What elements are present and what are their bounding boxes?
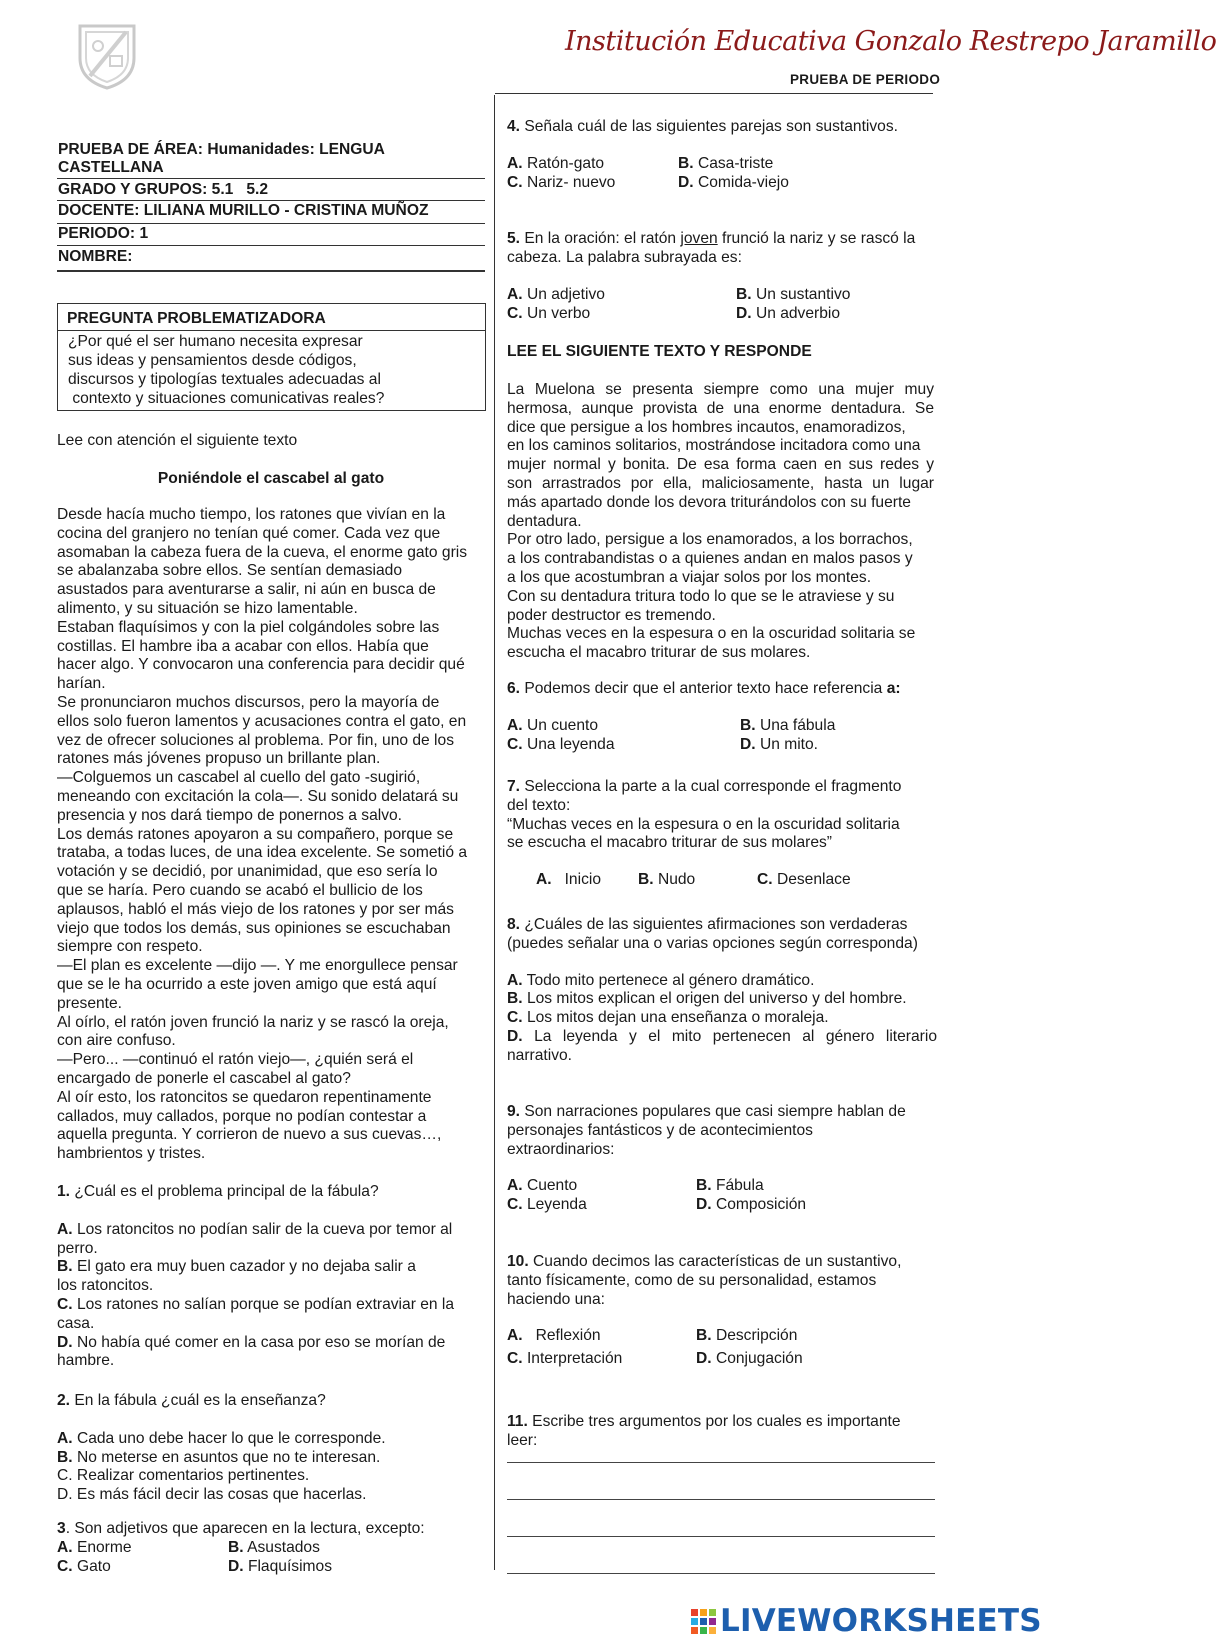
option-2d[interactable]: D. Es más fácil decir las cosas que hacerlas. — [57, 1486, 367, 1504]
story-line: ellos solo fueron lamentos y acusaciones contra el gato, en — [57, 712, 467, 730]
legend-line: Muchas veces en la espesura o en la oscuridad solitaria se — [507, 625, 916, 643]
option-9b[interactable]: B. Fábula — [696, 1177, 764, 1195]
question-8: 8. ¿Cuáles de las siguientes afirmaciones son verdaderas (puedes señalar una o varias opciones según corresponda) A. Todo mito pertenece al género dramático. B. Los mitos explican el origen del universo y del hombre. C. Los mitos dejan una enseñanza o moraleja. D. La leyenda y el mito pertenecen al género literario narrativo. — [507, 916, 937, 1064]
answer-line-1[interactable] — [507, 1462, 935, 1463]
question-7-text: 7. Selecciona la parte a la cual corresponde el fragmento — [507, 778, 902, 795]
exam-type: PRUEBA DE PERIODO — [790, 72, 941, 87]
option-9a[interactable]: A. Cuento — [507, 1177, 578, 1195]
option-8c[interactable]: C. Los mitos dejan una enseñanza o moraleja. — [507, 1009, 829, 1027]
legend-line: Con su dentadura tritura todo lo que se le atraviese y su — [507, 587, 895, 605]
question-2 — [57, 1392, 489, 1505]
underlined-word: joven — [680, 230, 718, 247]
question-5: 5. En la oración: el ratón joven frunció la nariz y se rascó la cabeza. La palabra subrayada es: A. Un adjetivo B. Un sustantivo C. Un verbo D. Un adverbio — [507, 230, 937, 324]
option-4b[interactable]: B. Casa-triste — [678, 154, 774, 172]
teacher-row: DOCENTE: LILIANA MURILLO - CRISTINA MUÑOZ — [58, 202, 429, 219]
story-line: asomaban la cabeza fuera de la cueva, el enorme gato gris — [57, 543, 468, 561]
question-10-text: 10. Cuando decimos las características de un sustantivo, — [507, 1253, 902, 1270]
question-9-text: 9. Son narraciones populares que casi siempre hablan de — [507, 1103, 906, 1120]
story-text — [57, 506, 489, 1164]
problem-question-line: contexto y situaciones comunicativas reales? — [68, 390, 385, 407]
question-6-text: 6. Podemos decir que el anterior texto hace referencia a: — [507, 680, 901, 697]
story-title: Poniéndole el cascabel al gato — [157, 470, 385, 487]
name-row: NOMBRE: — [58, 248, 133, 265]
option-8a[interactable]: A. Todo mito pertenece al género dramático. — [507, 971, 815, 989]
legend-line: a los contrabandistas o a quienes andan en malos pasos y — [507, 550, 913, 568]
story-line: ratones más jóvenes propuso un brillante plan. — [57, 750, 381, 768]
answer-line-4[interactable] — [507, 1573, 935, 1574]
story-line: Desde hacía mucho tiempo, los ratones que vivían en la — [57, 506, 446, 523]
story-line: Al oírlo, el ratón joven frunció la nariz y se rascó la oreja, — [57, 1013, 449, 1031]
liveworksheets-icon — [690, 1607, 718, 1635]
name-field-line[interactable] — [57, 270, 485, 272]
option-2b[interactable]: B. No meterse en asuntos que no te interesan. — [57, 1448, 381, 1466]
story-line: Al oír esto, los ratoncitos se quedaron repentinamente — [57, 1088, 432, 1106]
story-line: asustados para aventurarse a salir, ni aún en busca de — [57, 581, 436, 599]
option-3d[interactable]: D. Flaquísimos — [228, 1557, 332, 1575]
option-8b[interactable]: B. Los mitos explican el origen del universo y del hombre. — [507, 990, 907, 1008]
option-6a[interactable]: A. Un cuento — [507, 716, 599, 734]
problem-question-line: discursos y tipologías textuales adecuadas al — [68, 371, 381, 388]
story-line: cocina del granjero no tenían qué comer. Cada vez que — [57, 524, 441, 542]
option-4a[interactable]: A. Ratón-gato — [507, 154, 605, 172]
option-9d[interactable]: D. Composición — [696, 1196, 807, 1214]
option-3a[interactable]: A. Enorme — [57, 1538, 132, 1556]
story-line: vez de ofrecer soluciones al problema. Por fin, uno de los — [57, 731, 454, 749]
question-3 — [57, 1520, 489, 1577]
problem-question-line: ¿Por qué el ser humano necesita expresar — [68, 333, 363, 350]
option-1c[interactable]: C. Los ratones no salían porque se podían extraviar en la — [57, 1295, 455, 1313]
problem-question-title: PREGUNTA PROBLEMATIZADORA — [67, 310, 326, 327]
story-line: se abalanzaba sobre ellos. Se sentían demasiado — [57, 562, 403, 580]
story-line: alimento, y su situación se hizo lamentable. — [57, 599, 358, 617]
option-6d[interactable]: D. Un mito. — [740, 735, 818, 753]
legend-line: a los que acostumbran a viajar solos por los montes. — [507, 568, 872, 586]
question-7-quote: “Muchas veces en la espesura o en la oscuridad solitaria — [507, 815, 900, 833]
legend-line: dentadura. — [507, 512, 582, 530]
liveworksheets-logo[interactable] — [690, 1604, 1042, 1638]
legend-line: mujer normal y bonita. De esa forma caen en sus redes y — [507, 456, 934, 474]
option-7b[interactable]: B. Nudo — [638, 871, 696, 889]
option-3c[interactable]: C. Gato — [57, 1557, 111, 1575]
story-line: —Pero... —continuó el ratón viejo—, ¿quién será el — [57, 1051, 414, 1069]
option-2a[interactable]: A. Cada uno debe hacer lo que le corresponde. — [57, 1429, 386, 1447]
question-11-text: 11. Escribe tres argumentos por los cuales es importante — [507, 1413, 901, 1430]
option-5a[interactable]: A. Un adjetivo — [507, 285, 605, 303]
legend-line: son arrastrados por ella, maliciosamente, hasta un lugar — [507, 474, 934, 492]
option-3b[interactable]: B. Asustados — [228, 1538, 320, 1556]
story-line: callados, muy callados, porque no podían contestar a — [57, 1107, 427, 1125]
option-9c[interactable]: C. Leyenda — [507, 1196, 587, 1214]
liveworksheets-brand: LIVEWORKSHEETS — [720, 1603, 1042, 1639]
question-1: 1. ¿Cuál es el problema principal de la fábula? A. Los ratoncitos no podían salir de la cueva por temor al perro. B. El gato era muy buen cazador y no dejaba salir a los ratoncitos. C. Los ratones no salían porque se podían extraviar en la casa. D. No había qué comer en la casa por eso se morían de hambre. — [57, 1183, 489, 1371]
question-6 — [507, 680, 937, 755]
legend-line: Por otro lado, persigue a los enamorados, a los borrachos, — [507, 531, 913, 549]
option-2c[interactable]: C. Realizar comentarios pertinentes. — [57, 1467, 310, 1485]
story-line: costillas. El hambre iba a acabar con ellos. Había que — [57, 637, 429, 655]
legend-text — [507, 381, 934, 663]
option-7a[interactable]: A. Inicio — [536, 871, 601, 889]
option-10b[interactable]: B. Descripción — [696, 1327, 798, 1345]
option-8d[interactable]: D. La leyenda y el mito pertenecen al género literario — [507, 1027, 937, 1045]
period-row: PERIODO: 1 — [58, 225, 149, 242]
option-4d[interactable]: D. Comida-viejo — [678, 173, 789, 191]
question-4-text: 4. Señala cuál de las siguientes parejas son sustantivos. — [507, 118, 898, 135]
question-11: 11. Escribe tres argumentos por los cuales es importante leer: — [507, 1413, 937, 1451]
story-line: con aire confuso. — [57, 1032, 176, 1050]
grade-row: GRADO Y GRUPOS: 5.1 5.2 — [58, 181, 269, 198]
story-line: aquella pregunta. Y corrieron de nuevo a sus cuevas…, — [57, 1126, 442, 1144]
option-1a[interactable]: A. Los ratoncitos no podían salir de la cueva por temor al — [57, 1220, 453, 1238]
answer-line-2[interactable] — [507, 1499, 935, 1500]
institution-name: Institución Educativa Gonzalo Restrepo Jaramillo — [565, 26, 1216, 57]
option-1d[interactable]: D. No había qué comer en la casa por eso se morían de — [57, 1333, 446, 1351]
legend-line: en los caminos solitarios, mostrándose incitadora como una — [507, 437, 921, 455]
question-9: 9. Son narraciones populares que casi siempre hablan de personajes fantásticos y de acontecimientos extraordinarios: A. Cuento B. Fábula C. Leyenda D. Composición — [507, 1103, 937, 1215]
legend-line: hermosa, aunque provista de una enorme dentadura. Se — [507, 399, 934, 417]
option-1b[interactable]: B. El gato era muy buen cazador y no dejaba salir a — [57, 1258, 416, 1276]
story-line: presente. — [57, 994, 123, 1012]
option-6b[interactable]: B. Una fábula — [740, 716, 836, 734]
legend-line: poder destructor es tremendo. — [507, 606, 716, 624]
question-10: 10. Cuando decimos las características de un sustantivo, tanto físicamente, como de su personalidad, estamos haciendo una: A. Reflexión B. Descripción C. Interpretación D. Conjugación — [507, 1253, 937, 1369]
legend-line: escucha el macabro triturar de sus molares. — [507, 644, 811, 662]
area-row-2: CASTELLANA — [58, 159, 164, 176]
story-line: presencia y nos dará tiempo de ponernos a salvo. — [57, 806, 403, 824]
story-line: hacer algo. Y convocaron una conferencia para decidir qué — [57, 656, 465, 674]
question-1-text: 1. ¿Cuál es el problema principal de la fábula? — [57, 1183, 379, 1200]
story-line: —El plan es excelente —dijo —. Y me enorgullece pensar — [57, 957, 458, 975]
header-rule — [495, 93, 933, 94]
option-6c[interactable]: C. Una leyenda — [507, 735, 615, 753]
story-line: Estaban flaquísimos y con la piel colgándoles sobre las — [57, 618, 440, 636]
area-row: PRUEBA DE ÁREA: Humanidades: LENGUA — [58, 141, 385, 158]
question-2-text: 2. En la fábula ¿cuál es la enseñanza? — [57, 1392, 326, 1409]
option-10a[interactable]: A. Reflexión — [507, 1327, 601, 1345]
story-line: siempre con respeto. — [57, 938, 203, 956]
story-line: votación y se decidió, por unanimidad, que eso sería lo — [57, 863, 438, 881]
story-line: encargado de ponerle el cascabel al gato? — [57, 1069, 351, 1087]
question-7: 7. Selecciona la parte a la cual corresponde el fragmento del texto: “Muchas veces en la espesura o en la oscuridad solitaria se escucha el macabro triturar de sus molares” A. Inicio B. Nudo C. Desenlace — [507, 778, 937, 890]
option-7c[interactable]: C. Desenlace — [757, 871, 851, 889]
story-line: —Colguemos un cascabel al cuello del gato -sugirió, — [57, 769, 421, 787]
question-4 — [507, 118, 937, 193]
question-3-text: 3. Son adjetivos que aparecen en la lectura, excepto: — [57, 1520, 425, 1537]
option-10d[interactable]: D. Conjugación — [696, 1350, 803, 1368]
option-5b[interactable]: B. Un sustantivo — [736, 285, 851, 303]
read-heading: LEE EL SIGUIENTE TEXTO Y RESPONDE — [507, 343, 812, 360]
option-10c[interactable]: C. Interpretación — [507, 1350, 623, 1368]
story-line: que se le ha ocurrido a este joven amigo que está aquí — [57, 975, 437, 993]
story-line: harían. — [57, 675, 106, 693]
school-crest — [72, 18, 142, 90]
question-8-text: 8. ¿Cuáles de las siguientes afirmaciones son verdaderas — [507, 916, 908, 933]
legend-line: dice que persigue a los hombres incautos, enamoradizos, — [507, 418, 906, 436]
story-line: viejo que todos los demás, sus opiniones se escuchaban — [57, 919, 451, 937]
story-line: que se haría. Pero cuando se acabó el bullicio de los — [57, 881, 423, 899]
story-line: aplausos, habló el más viejo de los ratones y por ser más — [57, 900, 454, 918]
question-5-text: 5. En la oración: el ratón joven frunció la nariz y se rascó la — [507, 230, 916, 247]
option-5c[interactable]: C. Un verbo — [507, 304, 591, 322]
story-line: meneando con excitación la cola—. Su sonido delatará su — [57, 787, 459, 805]
answer-line-3[interactable] — [507, 1536, 935, 1537]
legend-line: La Muelona se presenta siempre como una mujer muy — [507, 381, 934, 398]
story-line: Se pronunciaron muchos discursos, pero la mayoría de — [57, 693, 440, 711]
problem-question-box — [57, 303, 486, 411]
story-line: trataba, a todas luces, de una idea excelente. Se sometió a — [57, 844, 468, 862]
story-line: Los demás ratones apoyaron a su compañero, porque se — [57, 825, 454, 843]
column-divider — [494, 95, 495, 1570]
problem-question-line: sus ideas y pensamientos desde códigos, — [68, 352, 357, 369]
option-5d[interactable]: D. Un adverbio — [736, 304, 841, 322]
option-4c[interactable]: C. Nariz- nuevo — [507, 173, 616, 191]
reading-intro: Lee con atención el siguiente texto — [57, 432, 298, 449]
legend-line: más apartado donde los devora triturándolos con su fuerte — [507, 493, 911, 511]
story-line: hambrientos y tristes. — [57, 1145, 206, 1163]
